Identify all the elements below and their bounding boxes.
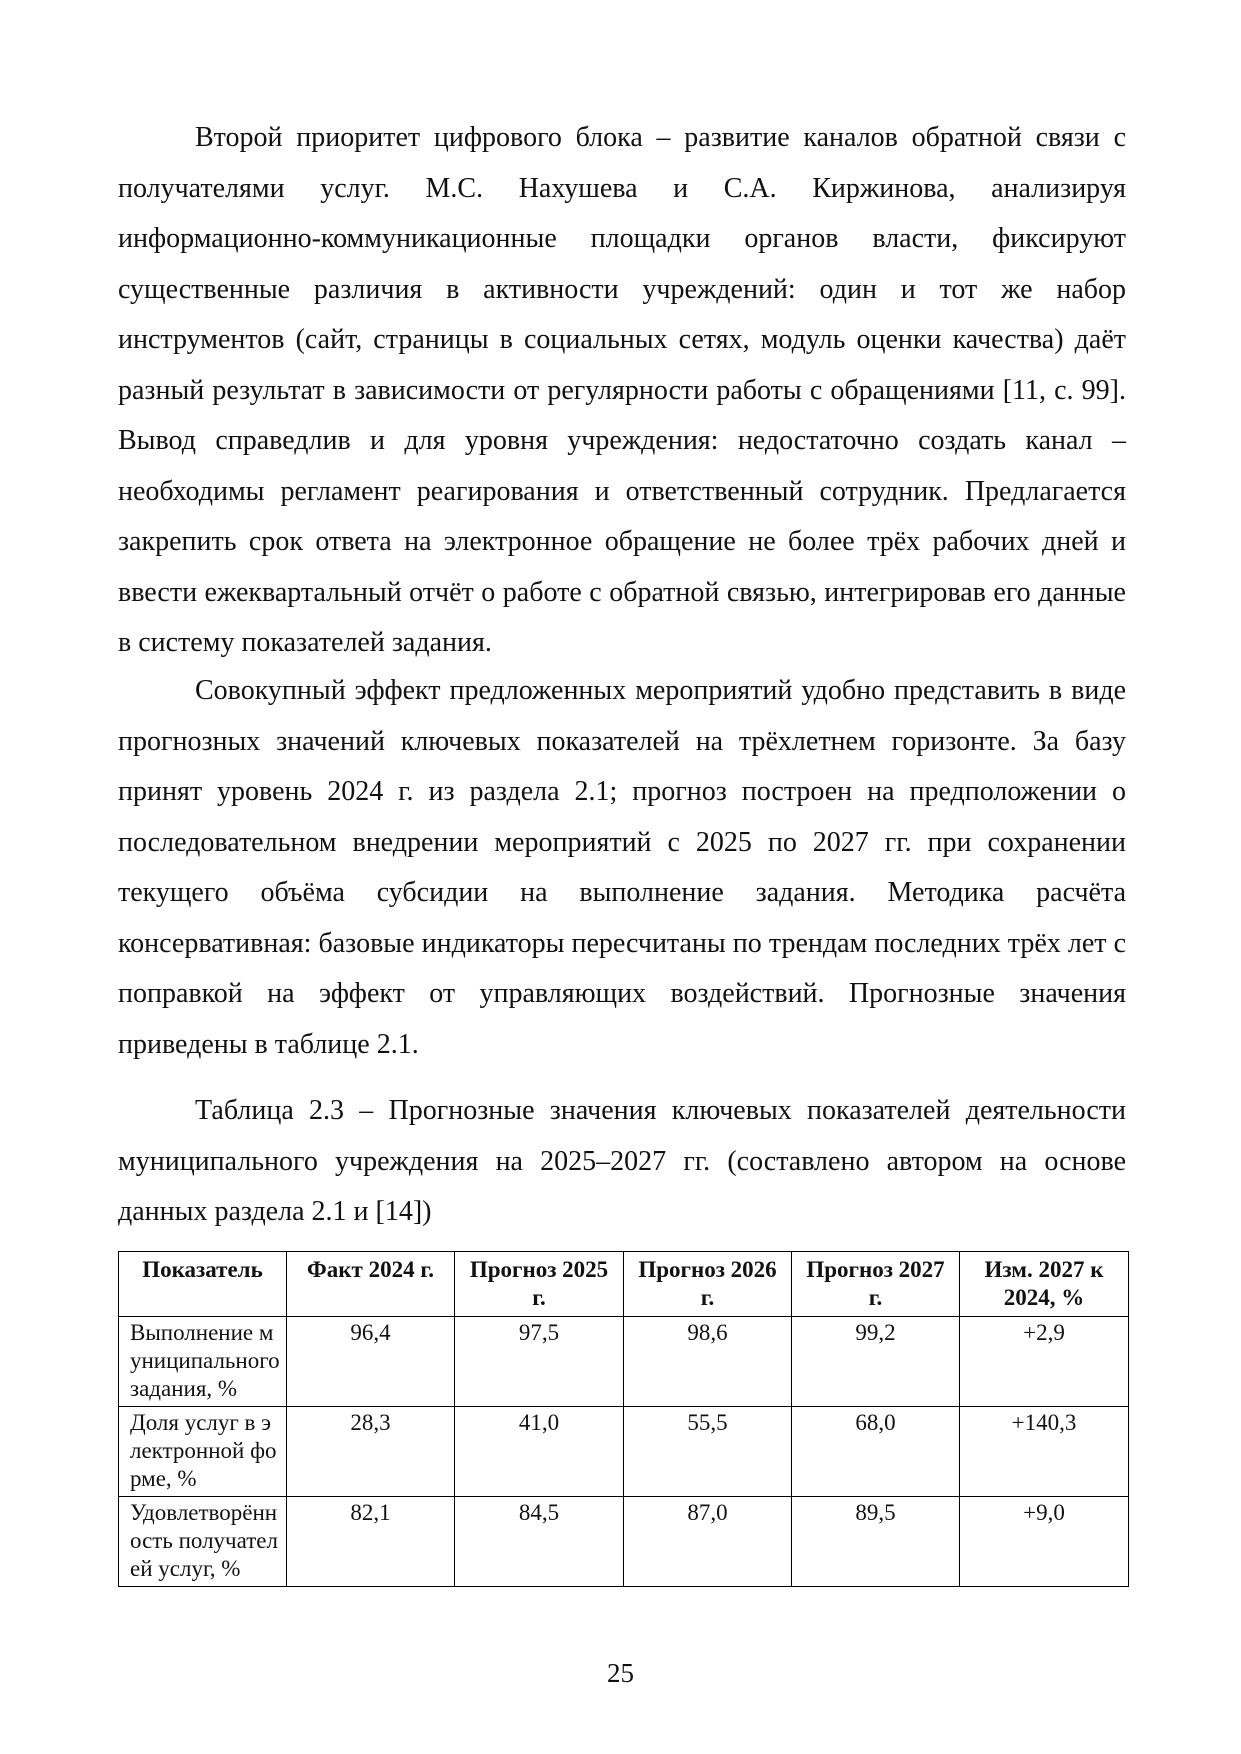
table-row	[119, 1497, 1129, 1587]
table-cell: 99,2	[792, 1317, 960, 1407]
table-header-row	[119, 1252, 1129, 1317]
header-indicator: Показатель	[119, 1252, 287, 1317]
table-cell: 87,0	[624, 1497, 792, 1587]
row-label: Выполнение муниципального задания, %	[119, 1317, 287, 1407]
table-cell: +2,9	[960, 1317, 1129, 1407]
table-cell: 89,5	[792, 1497, 960, 1587]
header-forecast-2025: Прогноз 2025 г.	[455, 1252, 624, 1317]
forecast-table	[118, 1251, 1129, 1587]
table-row	[119, 1407, 1129, 1497]
table-cell: 68,0	[792, 1407, 960, 1497]
header-fact-2024: Факт 2024 г.	[287, 1252, 455, 1317]
page-number: 25	[607, 1658, 634, 1688]
table-row	[119, 1317, 1129, 1407]
table-cell: 41,0	[455, 1407, 624, 1497]
row-label: Удовлетворённость получателей услуг, %	[119, 1497, 287, 1587]
paragraph-forecast-effect: Совокупный эффект предложенных мероприятий удобно представить в виде прогнозных значений ключевых показателей на трёхлетнем горизонте. За базу принят уровень 2024 г. из раздела 2.1; прогноз построен на предположении о последовательном внедрении мероприятий с 2025 по 2027 гг. при сохранении текущего объёма субсидии на выполнение задания. Методика расчёта консервативная: базовые индикаторы пересчитаны по трендам последних трёх лет с поправкой на эффект от управляющих воздействий. Прогнозные значения приведены в таблице 2.1.	[118, 675, 1126, 1060]
table-cell: 55,5	[624, 1407, 792, 1497]
table-cell: 82,1	[287, 1497, 455, 1587]
table-cell: +9,0	[960, 1497, 1129, 1587]
table-cell: +140,3	[960, 1407, 1129, 1497]
row-label: Доля услуг в электронной форме, %	[119, 1407, 287, 1497]
table-cell: 98,6	[624, 1317, 792, 1407]
table-cell: 97,5	[455, 1317, 624, 1407]
header-forecast-2026: Прогноз 2026 г.	[624, 1252, 792, 1317]
table-caption: Таблица 2.3 – Прогнозные значения ключевых показателей деятельности муниципального учреждения на 2025–2027 гг. (составлено автором на основе данных раздела 2.1 и [14])	[118, 1095, 1126, 1227]
table-cell: 84,5	[455, 1497, 624, 1587]
table-cell: 28,3	[287, 1407, 455, 1497]
table-cell: 96,4	[287, 1317, 455, 1407]
paragraph-feedback-channels: Второй приоритет цифрового блока – развитие каналов обратной связи с получателями услуг. М.С. Нахушева и С.А. Киржинова, анализируя информационно-коммуникационные площадки органов власти, фиксируют существенные различия в активности учреждений: один и тот же набор инструментов (сайт, страницы в социальных сетях, модуль оценки качества) даёт разный результат в зависимости от регулярности работы с обращениями [11, с. 99]. Вывод справедлив и для уровня учреждения: недостаточно создать канал – необходимы регламент реагирования и ответственный сотрудник. Предлагается закрепить срок ответа на электронное обращение не более трёх рабочих дней и ввести ежеквартальный отчёт о работе с обратной связью, интегрировав его данные в систему показателей задания.	[118, 122, 1126, 658]
header-change-2027-vs-2024: Изм. 2027 к 2024, %	[960, 1252, 1129, 1317]
header-forecast-2027: Прогноз 2027 г.	[792, 1252, 960, 1317]
